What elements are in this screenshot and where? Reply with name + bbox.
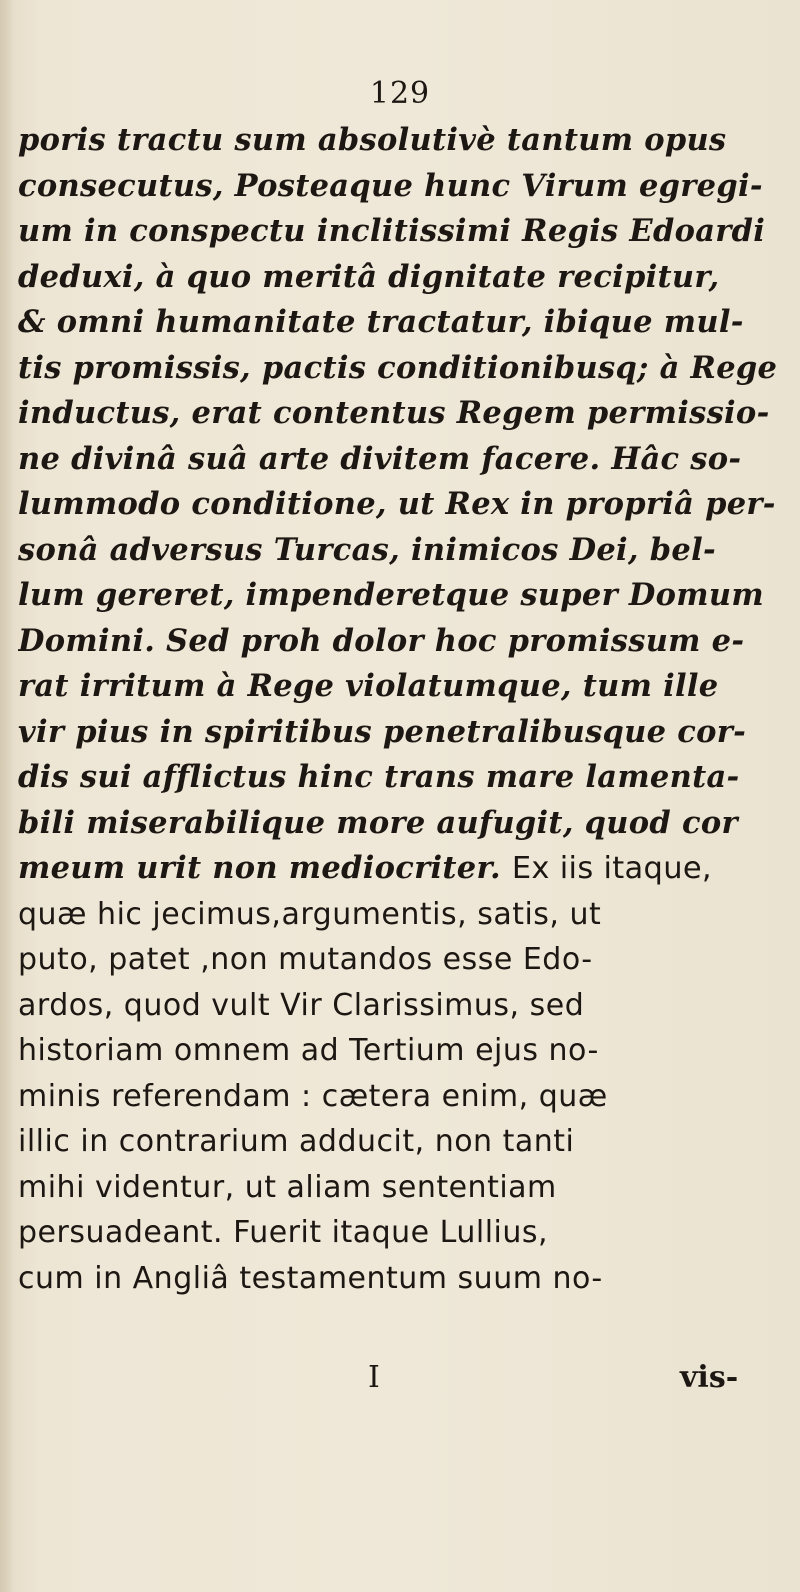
text-line: historiam omnem ad Tertium ejus no- — [18, 1033, 599, 1068]
text-line: illic in contrarium adducit, non tanti — [18, 1124, 575, 1159]
text-line: vir pius in spiritibus penetralibusque cor- — [18, 713, 747, 750]
text-line: deduxi, à quo meritâ dignitate recipitur, — [18, 258, 720, 295]
text-line: Domini. Sed proh dolor hoc promissum e- — [18, 622, 745, 659]
text-line: quæ hic jecimus,argumentis, satis, ut — [18, 896, 602, 932]
signature-mark: I — [368, 1360, 380, 1395]
text-line: um in conspectu inclitissimi Regis Edoardi — [18, 213, 766, 249]
catchword: vis- — [680, 1360, 739, 1395]
text-line: minis referendam : cætera enim, quæ — [18, 1078, 608, 1114]
gutter-shadow — [0, 0, 14, 1592]
text-line: bili miserabilique more aufugit, quod cor — [18, 804, 738, 841]
text-line: & omni humanitate tractatur, ibique mul- — [18, 304, 744, 340]
text-line: ne divinâ suâ arte divitem facere. Hâc so- — [18, 440, 742, 477]
text-line: ardos, quod vult Vir Clarissimus, sed — [18, 987, 585, 1023]
text-line: rat irritum à Rege violatumque, tum ille — [18, 668, 719, 704]
text-line: consecutus, Posteaque hunc Virum egregi- — [18, 167, 763, 204]
page-number: 129 — [369, 76, 431, 111]
text-line: mihi videntur, ut aliam sententiam — [18, 1169, 557, 1205]
text-line: inductus, erat contentus Regem permissio- — [18, 395, 770, 431]
body-text — [18, 118, 788, 1301]
text-line: cum in Angliâ testamentum suum no- — [18, 1260, 603, 1296]
text-line: persuadeant. Fuerit itaque Lullius, — [18, 1215, 549, 1250]
text-line: dis sui afflictus hinc trans mare lamenta- — [18, 759, 740, 795]
page-footer — [0, 1360, 800, 1400]
text-line: puto, patet ,non mutandos esse Edo- — [18, 942, 593, 977]
text-line: meum urit non mediocriter. Ex iis itaque, — [18, 850, 712, 886]
text-line: lummodo conditione, ut Rex in propriâ per- — [18, 486, 776, 522]
text-line: sonâ adversus Turcas, inimicos Dei, bel- — [18, 531, 716, 568]
text-line: poris tractu sum absolutivè tantum opus — [18, 122, 727, 158]
text-line: lum gereret, impenderetque super Domum — [18, 577, 764, 613]
text-line: tis promissis, pactis conditionibusq; à Rege — [18, 349, 778, 386]
